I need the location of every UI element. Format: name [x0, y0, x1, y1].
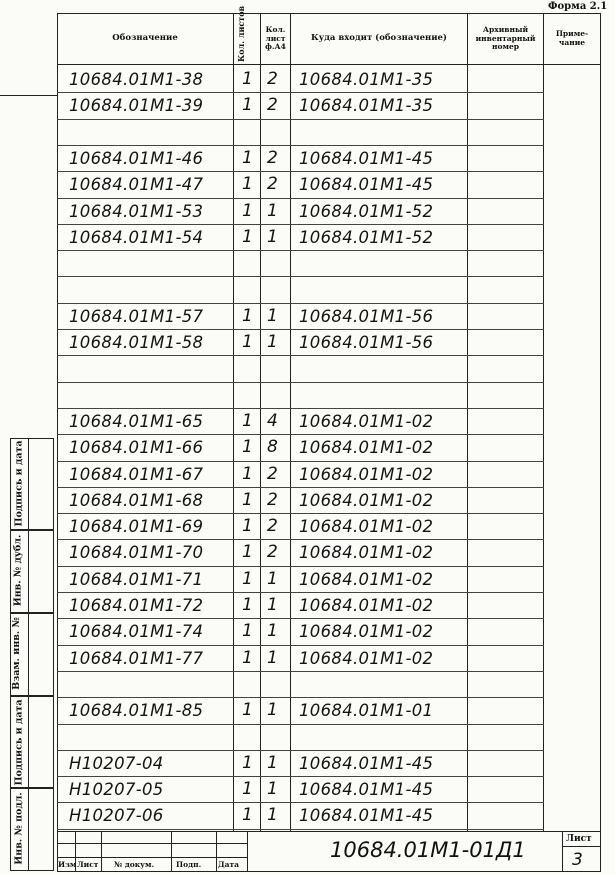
stamp-signature-label: Подп. — [176, 860, 202, 869]
table-row — [57, 171, 544, 195]
a4-cell: 4 — [267, 410, 279, 431]
a4-cell: 1 — [267, 700, 279, 721]
row-divider — [57, 829, 544, 830]
table-row — [57, 382, 544, 406]
where-used-cell: 10684.01М1-45 — [299, 780, 434, 800]
where-used-cell: 10684.01М1-35 — [299, 70, 434, 89]
designation-cell: 10684.01М1-47 — [69, 175, 204, 195]
stamp-divider — [562, 831, 563, 871]
side-label-replace-inv: Взам. инв. № — [10, 617, 22, 690]
sheets-cell: 1 — [242, 200, 254, 221]
table-row — [57, 618, 544, 642]
where-used-cell: 10684.01М1-02 — [299, 490, 434, 510]
sheets-cell: 1 — [242, 516, 254, 537]
sheets-cell: 1 — [242, 305, 254, 326]
a4-cell: 1 — [267, 647, 279, 668]
table-row — [57, 802, 544, 826]
table-row — [57, 671, 544, 695]
designation-cell: 10684.01М1-77 — [69, 648, 204, 668]
designation-cell: 10684.01М1-74 — [69, 622, 204, 642]
designation-cell: 10684.01М1-57 — [69, 306, 204, 326]
designation-cell: 10684.01М1-53 — [69, 201, 204, 221]
sheets-cell: 1 — [242, 595, 254, 615]
sheets-cell: 1 — [242, 752, 254, 773]
designation-cell: Н10207-06 — [69, 806, 164, 826]
where-used-cell: 10684.01М1-02 — [299, 569, 434, 589]
sheet-number: 3 — [572, 850, 583, 870]
side-label-sign-date-top: Подпись и дата — [13, 440, 25, 527]
sheets-cell: 1 — [242, 463, 254, 484]
side-inner-divider — [28, 438, 29, 871]
stamp-date-label: Дата — [218, 860, 240, 869]
where-used-cell: 10684.01М1-02 — [299, 596, 434, 615]
table-row — [57, 408, 544, 432]
where-used-cell: 10684.01М1-02 — [299, 648, 434, 668]
table-row — [57, 303, 544, 327]
designation-cell: 10684.01М1-72 — [69, 596, 204, 615]
sheets-cell: 1 — [242, 410, 254, 431]
side-label-inv-dup: Инв. № дубл. — [12, 534, 24, 607]
stamp-divider — [101, 831, 102, 871]
stamp-divider — [247, 831, 248, 871]
table-row — [57, 119, 544, 143]
stamp-divider — [216, 831, 217, 871]
table-row — [57, 250, 544, 274]
sheets-cell: 1 — [242, 621, 254, 642]
where-used-cell: 10684.01М1-02 — [299, 464, 434, 484]
a4-cell: 1 — [267, 332, 279, 352]
table-row — [57, 750, 544, 774]
sheets-cell: 1 — [242, 147, 254, 168]
where-used-cell: 10684.01М1-45 — [299, 753, 434, 773]
sheets-cell: 1 — [242, 779, 254, 800]
a4-cell: 1 — [267, 568, 279, 589]
sheets-cell: 1 — [242, 69, 254, 89]
table-row — [57, 224, 544, 248]
stamp-row-line — [57, 843, 247, 844]
a4-cell: 2 — [267, 463, 279, 484]
stamp-sheet-col-label: Лист — [77, 860, 99, 869]
table-row — [57, 198, 544, 222]
a4-cell: 2 — [267, 147, 279, 168]
designation-cell: Н10207-05 — [69, 780, 164, 800]
table-row — [57, 145, 544, 169]
a4-cell: 8 — [267, 437, 279, 458]
table-row — [57, 66, 544, 90]
header-designation: Обозначение — [112, 33, 178, 44]
where-used-cell: 10684.01М1-02 — [299, 438, 434, 458]
where-used-cell: 10684.01М1-45 — [299, 175, 434, 195]
where-used-cell: 10684.01М1-01 — [299, 701, 434, 721]
table-row — [57, 697, 544, 721]
designation-cell: 10684.01М1-71 — [69, 569, 204, 589]
header-qty-a4: Кол. лист ф.А4 — [265, 25, 286, 52]
stamp-doc-no-label: № докум. — [114, 860, 155, 869]
a4-cell: 1 — [267, 621, 279, 642]
table-row — [57, 329, 544, 353]
a4-cell: 1 — [267, 226, 279, 247]
a4-cell: 2 — [267, 174, 279, 195]
designation-cell: 10684.01М1-67 — [69, 464, 204, 484]
sheets-cell: 1 — [242, 332, 254, 352]
table-row — [57, 92, 544, 116]
sheets-cell: 1 — [242, 805, 254, 826]
sheets-cell: 1 — [242, 174, 254, 195]
sheets-cell: 1 — [242, 647, 254, 668]
table-row — [57, 592, 544, 616]
designation-cell: 10684.01М1-68 — [69, 490, 204, 510]
stamp-divider — [171, 831, 172, 871]
a4-cell: 2 — [267, 489, 279, 510]
where-used-cell: 10684.01М1-52 — [299, 201, 434, 221]
a4-cell: 1 — [267, 200, 279, 221]
sheets-cell: 1 — [242, 568, 254, 589]
where-used-cell: 10684.01М1-35 — [299, 96, 434, 116]
table-row — [57, 487, 544, 511]
designation-cell: 10684.01М1-58 — [69, 333, 204, 352]
stamp-change-label: Изм — [58, 860, 77, 869]
where-used-cell: 10684.01М1-52 — [299, 227, 434, 247]
a4-cell: 1 — [267, 305, 279, 326]
a4-cell: 2 — [267, 516, 279, 537]
table-row — [57, 461, 544, 485]
table-row — [57, 355, 544, 379]
designation-cell: 10684.01М1-85 — [69, 701, 204, 721]
where-used-cell: 10684.01М1-56 — [299, 333, 434, 352]
designation-cell: 10684.01М1-46 — [69, 148, 204, 168]
designation-cell: 10684.01М1-70 — [69, 543, 204, 563]
table-row — [57, 776, 544, 800]
sheets-cell: 1 — [242, 437, 254, 458]
table-row — [57, 513, 544, 537]
where-used-cell: 10684.01М1-56 — [299, 306, 434, 326]
header-where-used: Куда входит (обозначение) — [311, 33, 447, 44]
header-archive-number: Архивный инвентарный номер — [475, 25, 536, 52]
a4-cell: 2 — [267, 69, 279, 89]
where-used-cell: 10684.01М1-02 — [299, 543, 434, 563]
stamp-top-line — [57, 831, 601, 832]
sheets-cell: 1 — [242, 542, 254, 563]
table-row — [57, 724, 544, 748]
margin-line — [0, 95, 57, 96]
where-used-cell: 10684.01М1-02 — [299, 517, 434, 537]
where-used-cell: 10684.01М1-02 — [299, 622, 434, 642]
table-row — [57, 539, 544, 563]
table-row — [57, 566, 544, 590]
where-used-cell: 10684.01М1-45 — [299, 806, 434, 826]
table-row — [57, 645, 544, 669]
designation-cell: 10684.01М1-65 — [69, 411, 204, 431]
a4-cell: 2 — [267, 95, 279, 116]
a4-cell: 1 — [267, 805, 279, 826]
sheet-label: Лист — [566, 834, 592, 844]
designation-cell: 10684.01М1-69 — [69, 517, 204, 537]
sheets-cell: 1 — [242, 489, 254, 510]
side-label-sign-date-bottom: Подпись и дата — [13, 699, 25, 786]
sheets-cell: 1 — [242, 700, 254, 721]
header-bottom-line — [57, 64, 601, 65]
stamp-row-line — [57, 857, 247, 858]
form-label: Форма 2.1 — [548, 1, 608, 12]
table-row — [57, 276, 544, 300]
designation-cell: Н10207-04 — [69, 753, 164, 773]
stamp-sheet-line — [562, 846, 601, 847]
sheets-cell: 1 — [242, 226, 254, 247]
a4-cell: 1 — [267, 595, 279, 615]
sheets-cell: 1 — [242, 95, 254, 116]
designation-cell: 10684.01М1-54 — [69, 227, 204, 247]
designation-cell: 10684.01М1-38 — [69, 70, 204, 89]
a4-cell: 1 — [267, 752, 279, 773]
designation-cell: 10684.01М1-66 — [69, 438, 204, 458]
where-used-cell: 10684.01М1-02 — [299, 411, 434, 431]
designation-cell: 10684.01М1-39 — [69, 96, 204, 116]
a4-cell: 1 — [267, 779, 279, 800]
document-code: 10684.01М1-01Д1 — [330, 838, 526, 862]
where-used-cell: 10684.01М1-45 — [299, 148, 434, 168]
header-notes: Приме- чание — [555, 29, 589, 47]
header-qty-sheets: Кол. листов — [236, 5, 246, 62]
a4-cell: 2 — [267, 542, 279, 563]
side-label-inv-orig: Инв. № подл. — [13, 792, 25, 865]
table-row — [57, 434, 544, 458]
